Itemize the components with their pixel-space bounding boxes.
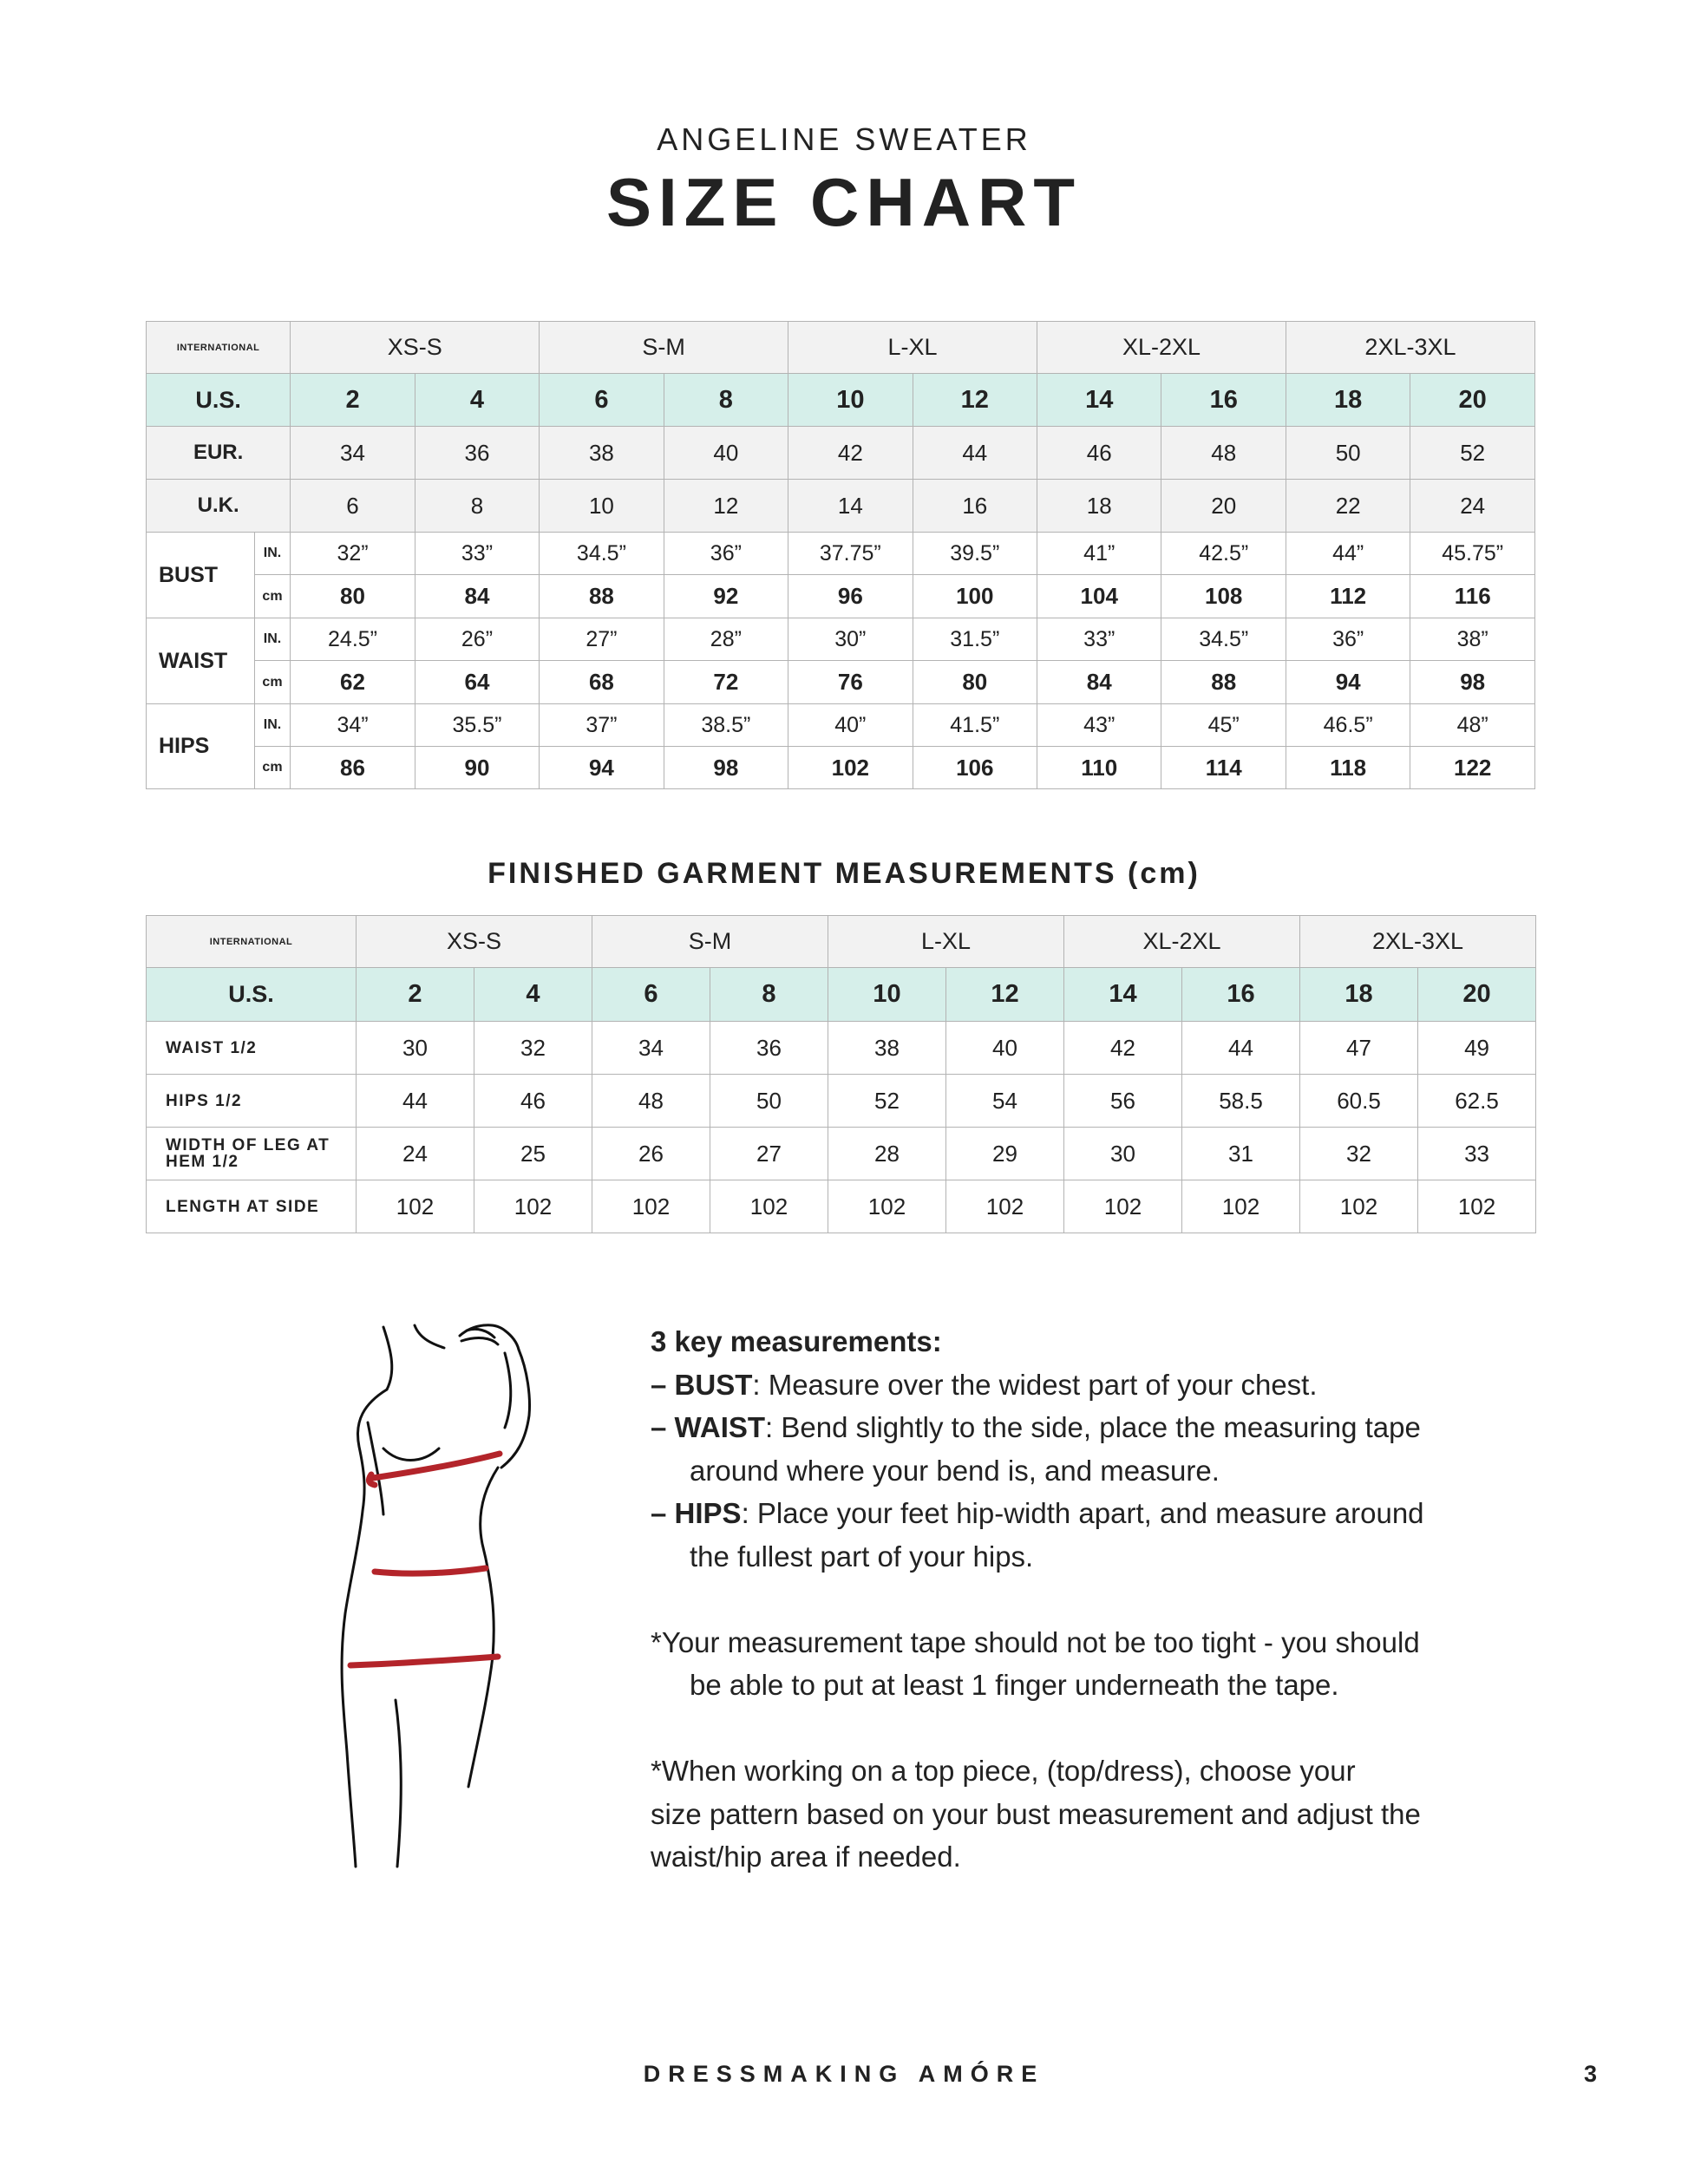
hips-half-value: 46 [474, 1075, 592, 1128]
bust-cm: 116 [1410, 575, 1535, 618]
us-size: 20 [1410, 374, 1535, 427]
us-size: 12 [913, 374, 1037, 427]
uk-size: 16 [913, 480, 1037, 533]
international-row [147, 916, 1536, 968]
international-label: INTERNATIONAL [147, 322, 291, 374]
bullet-dash: – [651, 1411, 675, 1443]
bust-cm: 100 [913, 575, 1037, 618]
us-size: 10 [788, 374, 913, 427]
hips-cm: 122 [1410, 747, 1535, 789]
uk-size: 22 [1286, 480, 1410, 533]
hips-instruction-cont: the fullest part of your hips. [690, 1540, 1034, 1573]
waist-cm-row [147, 661, 1535, 704]
uk-size: 14 [788, 480, 913, 533]
bust-cm: 92 [664, 575, 788, 618]
waist-inches-row [147, 618, 1535, 661]
bust-label: BUST [147, 533, 255, 618]
uk-size: 18 [1037, 480, 1161, 533]
bust-inches: 42.5” [1161, 533, 1286, 575]
us-size: 4 [415, 374, 539, 427]
hips-half-row [147, 1075, 1536, 1128]
hips-instruction [651, 1492, 1466, 1535]
hips-inches: 37” [540, 704, 664, 747]
waist-half-value: 30 [357, 1022, 474, 1075]
uk-size-row [147, 480, 1535, 533]
arm-outline [501, 1350, 530, 1468]
waist-half-value: 42 [1064, 1022, 1182, 1075]
hips-half-value: 44 [357, 1075, 474, 1128]
hips-half-value: 62.5 [1418, 1075, 1536, 1128]
finger-outline [461, 1338, 498, 1344]
uk-size: 6 [291, 480, 415, 533]
waist-text: : Bend slightly to the side, place the measuring tape [765, 1411, 1421, 1443]
waist-cm: 64 [415, 661, 539, 704]
length-at-side-value: 102 [710, 1180, 828, 1233]
eur-size: 40 [664, 427, 788, 480]
us-size: 18 [1300, 968, 1418, 1022]
length-at-side-row [147, 1180, 1536, 1233]
leg-width-label [147, 1128, 357, 1180]
torso-left-inner [368, 1422, 383, 1514]
bust-inches: 41” [1037, 533, 1161, 575]
waist-instruction-cont: around where your bend is, and measure. [690, 1454, 1220, 1487]
size-group: L-XL [828, 916, 1064, 968]
waist-label: WAIST [147, 618, 255, 704]
bust-cm: 80 [291, 575, 415, 618]
waist-inches: 34.5” [1161, 618, 1286, 661]
us-size: 2 [291, 374, 415, 427]
waist-cm: 76 [788, 661, 913, 704]
bust-inches: 37.75” [788, 533, 913, 575]
top-piece-note-cont: waist/hip area if needed. [651, 1841, 961, 1873]
us-size: 4 [474, 968, 592, 1022]
us-size: 16 [1182, 968, 1300, 1022]
cm-unit: cm [254, 661, 291, 704]
hips-cm: 86 [291, 747, 415, 789]
us-size: 6 [592, 968, 710, 1022]
us-size-row [147, 374, 1535, 427]
eur-label: EUR. [147, 427, 291, 480]
body-measurement-figure-icon [312, 1318, 607, 1873]
bust-inches: 39.5” [913, 533, 1037, 575]
leg-width-value: 24 [357, 1128, 474, 1180]
tape-note: *Your measurement tape should not be too tight - you should [651, 1625, 1420, 1658]
eur-size: 42 [788, 427, 913, 480]
leg-width-value: 31 [1182, 1128, 1300, 1180]
hips-cm: 98 [664, 747, 788, 789]
hips-half-value: 58.5 [1182, 1075, 1300, 1128]
hips-inches: 45” [1161, 704, 1286, 747]
waist-inches: 24.5” [291, 618, 415, 661]
international-row [147, 322, 1535, 374]
bust-curve [383, 1448, 439, 1461]
leg-width-value: 25 [474, 1128, 592, 1180]
bust-cm: 104 [1037, 575, 1161, 618]
hips-label: HIPS [147, 704, 255, 789]
hips-half-value: 50 [710, 1075, 828, 1128]
hips-cm: 94 [540, 747, 664, 789]
hips-inches: 41.5” [913, 704, 1037, 747]
us-size: 14 [1037, 374, 1161, 427]
bust-inches-row [147, 533, 1535, 575]
hips-inches: 46.5” [1286, 704, 1410, 747]
us-size: 8 [710, 968, 828, 1022]
length-at-side-value: 102 [828, 1180, 946, 1233]
leg-outline [396, 1700, 401, 1867]
us-size: 14 [1064, 968, 1182, 1022]
waist-term: WAIST [674, 1411, 766, 1443]
us-size: 18 [1286, 374, 1410, 427]
waist-half-value: 36 [710, 1022, 828, 1075]
eur-size: 44 [913, 427, 1037, 480]
uk-size: 8 [415, 480, 539, 533]
waist-tape-line [375, 1568, 486, 1573]
waist-half-label: WAIST 1/2 [147, 1022, 357, 1075]
top-piece-note-cont: size pattern based on your bust measurement and adjust the [651, 1797, 1421, 1830]
hips-inches: 34” [291, 704, 415, 747]
us-size: 16 [1161, 374, 1286, 427]
size-group: XL-2XL [1037, 322, 1286, 374]
torso-left-outline [342, 1390, 387, 1867]
waist-inches: 33” [1037, 618, 1161, 661]
us-size: 12 [946, 968, 1064, 1022]
instructions-heading-text: 3 key measurements: [651, 1325, 942, 1357]
hips-cm: 102 [788, 747, 913, 789]
hips-cm: 90 [415, 747, 539, 789]
waist-half-value: 49 [1418, 1022, 1536, 1075]
bust-text: : Measure over the widest part of your chest. [752, 1368, 1318, 1401]
waist-half-value: 34 [592, 1022, 710, 1075]
bust-cm: 112 [1286, 575, 1410, 618]
length-at-side-value: 102 [1418, 1180, 1536, 1233]
leg-width-value: 32 [1300, 1128, 1418, 1180]
finger-outline [467, 1329, 494, 1337]
cm-unit: cm [254, 747, 291, 789]
leg-width-label-line2: HEM 1/2 [166, 1153, 239, 1171]
eur-size: 50 [1286, 427, 1410, 480]
waist-inches: 28” [664, 618, 788, 661]
leg-width-label-line1: WIDTH OF LEG AT [166, 1136, 330, 1154]
hips-cm: 114 [1161, 747, 1286, 789]
hips-cm-row [147, 747, 1535, 789]
measurement-instructions [651, 1320, 1466, 1879]
hips-half-value: 56 [1064, 1075, 1182, 1128]
bust-cm: 96 [788, 575, 913, 618]
inner-arm-outline [505, 1353, 511, 1428]
bust-tape-line [373, 1454, 500, 1478]
us-size: 6 [540, 374, 664, 427]
waist-cm: 88 [1161, 661, 1286, 704]
eur-size: 34 [291, 427, 415, 480]
us-size: 8 [664, 374, 788, 427]
top-piece-note: *When working on a top piece, (top/dress), choose your [651, 1755, 1356, 1787]
length-at-side-value: 102 [474, 1180, 592, 1233]
us-size: 10 [828, 968, 946, 1022]
hips-inches: 48” [1410, 704, 1535, 747]
international-label: INTERNATIONAL [147, 916, 357, 968]
waist-cm: 98 [1410, 661, 1535, 704]
size-group: 2XL-3XL [1286, 322, 1534, 374]
hips-half-value: 48 [592, 1075, 710, 1128]
waist-cm: 80 [913, 661, 1037, 704]
inches-unit: IN. [254, 618, 291, 661]
bust-cm: 108 [1161, 575, 1286, 618]
size-group: L-XL [788, 322, 1037, 374]
torso-right-outline [468, 1468, 498, 1787]
waist-inches: 26” [415, 618, 539, 661]
size-group: S-M [540, 322, 788, 374]
waist-half-value: 32 [474, 1022, 592, 1075]
size-group: XS-S [291, 322, 540, 374]
document-subtitle: ANGELINE SWEATER [657, 121, 1031, 157]
inches-unit: IN. [254, 704, 291, 747]
eur-size: 48 [1161, 427, 1286, 480]
us-label: U.S. [147, 968, 357, 1022]
length-at-side-value: 102 [592, 1180, 710, 1233]
leg-width-value: 33 [1418, 1128, 1536, 1180]
bust-instruction [651, 1363, 1466, 1407]
us-size: 20 [1418, 968, 1536, 1022]
length-at-side-label: LENGTH AT SIDE [147, 1180, 357, 1233]
bullet-dash: – [651, 1368, 675, 1401]
bust-inches: 36” [664, 533, 788, 575]
uk-size: 20 [1161, 480, 1286, 533]
waist-inches: 30” [788, 618, 913, 661]
hips-tape-line [350, 1657, 498, 1665]
hips-inches: 38.5” [664, 704, 788, 747]
hips-half-value: 54 [946, 1075, 1064, 1128]
hips-inches: 35.5” [415, 704, 539, 747]
leg-width-value: 30 [1064, 1128, 1182, 1180]
us-size: 2 [357, 968, 474, 1022]
leg-width-value: 26 [592, 1128, 710, 1180]
waist-instruction [651, 1406, 1466, 1449]
eur-size: 52 [1410, 427, 1535, 480]
waist-inches: 36” [1286, 618, 1410, 661]
finished-measurements-title: FINISHED GARMENT MEASUREMENTS (cm) [487, 857, 1201, 890]
bust-cm: 88 [540, 575, 664, 618]
us-size-row [147, 968, 1536, 1022]
bullet-dash: – [651, 1497, 675, 1529]
hips-inches: 43” [1037, 704, 1161, 747]
hips-inches-row [147, 704, 1535, 747]
waist-cm: 68 [540, 661, 664, 704]
leg-width-value: 27 [710, 1128, 828, 1180]
hips-cm: 106 [913, 747, 1037, 789]
bust-cm: 84 [415, 575, 539, 618]
neck-right-outline [415, 1325, 444, 1348]
eur-size-row [147, 427, 1535, 480]
size-group: S-M [592, 916, 828, 968]
waist-cm: 62 [291, 661, 415, 704]
hips-term: HIPS [674, 1497, 742, 1529]
bust-inches: 44” [1286, 533, 1410, 575]
uk-size: 10 [540, 480, 664, 533]
document-title: SIZE CHART [606, 164, 1082, 240]
leg-width-row [147, 1128, 1536, 1180]
hips-half-value: 60.5 [1300, 1075, 1418, 1128]
waist-cm: 84 [1037, 661, 1161, 704]
page-number: 3 [1584, 2061, 1598, 2087]
hips-inches: 40” [788, 704, 913, 747]
waist-inches: 38” [1410, 618, 1535, 661]
waist-cm: 94 [1286, 661, 1410, 704]
uk-label: U.K. [147, 480, 291, 533]
hips-half-label: HIPS 1/2 [147, 1075, 357, 1128]
waist-half-value: 40 [946, 1022, 1064, 1075]
bust-inches: 45.75” [1410, 533, 1535, 575]
bust-cm-row [147, 575, 1535, 618]
length-at-side-value: 102 [946, 1180, 1064, 1233]
size-group: XL-2XL [1064, 916, 1300, 968]
length-at-side-value: 102 [1300, 1180, 1418, 1233]
hips-text: : Place your feet hip-width apart, and measure around [741, 1497, 1424, 1529]
cm-unit: cm [254, 575, 291, 618]
eur-size: 46 [1037, 427, 1161, 480]
length-at-side-value: 102 [1182, 1180, 1300, 1233]
length-at-side-value: 102 [1064, 1180, 1182, 1233]
footer-brand: DRESSMAKING AMÓRE [643, 2061, 1045, 2087]
neck-left-outline [383, 1327, 392, 1390]
tape-note-cont: be able to put at least 1 finger underneath the tape. [690, 1669, 1339, 1701]
size-chart-table [146, 321, 1535, 789]
eur-size: 36 [415, 427, 539, 480]
size-group: XS-S [357, 916, 592, 968]
bust-inches: 32” [291, 533, 415, 575]
hips-cm: 110 [1037, 747, 1161, 789]
hips-cm: 118 [1286, 747, 1410, 789]
size-group: 2XL-3XL [1300, 916, 1536, 968]
uk-size: 12 [664, 480, 788, 533]
hips-half-value: 52 [828, 1075, 946, 1128]
us-label: U.S. [147, 374, 291, 427]
uk-size: 24 [1410, 480, 1535, 533]
waist-cm: 72 [664, 661, 788, 704]
waist-half-value: 44 [1182, 1022, 1300, 1075]
bust-inches: 33” [415, 533, 539, 575]
waist-half-row [147, 1022, 1536, 1075]
waist-half-value: 38 [828, 1022, 946, 1075]
waist-inches: 31.5” [913, 618, 1037, 661]
leg-width-value: 29 [946, 1128, 1064, 1180]
leg-width-value: 28 [828, 1128, 946, 1180]
bust-inches: 34.5” [540, 533, 664, 575]
inches-unit: IN. [254, 533, 291, 575]
bust-term: BUST [674, 1368, 753, 1401]
eur-size: 38 [540, 427, 664, 480]
length-at-side-value: 102 [357, 1180, 474, 1233]
instructions-heading [651, 1320, 1466, 1363]
waist-half-value: 47 [1300, 1022, 1418, 1075]
waist-inches: 27” [540, 618, 664, 661]
finished-garment-table [146, 915, 1536, 1233]
